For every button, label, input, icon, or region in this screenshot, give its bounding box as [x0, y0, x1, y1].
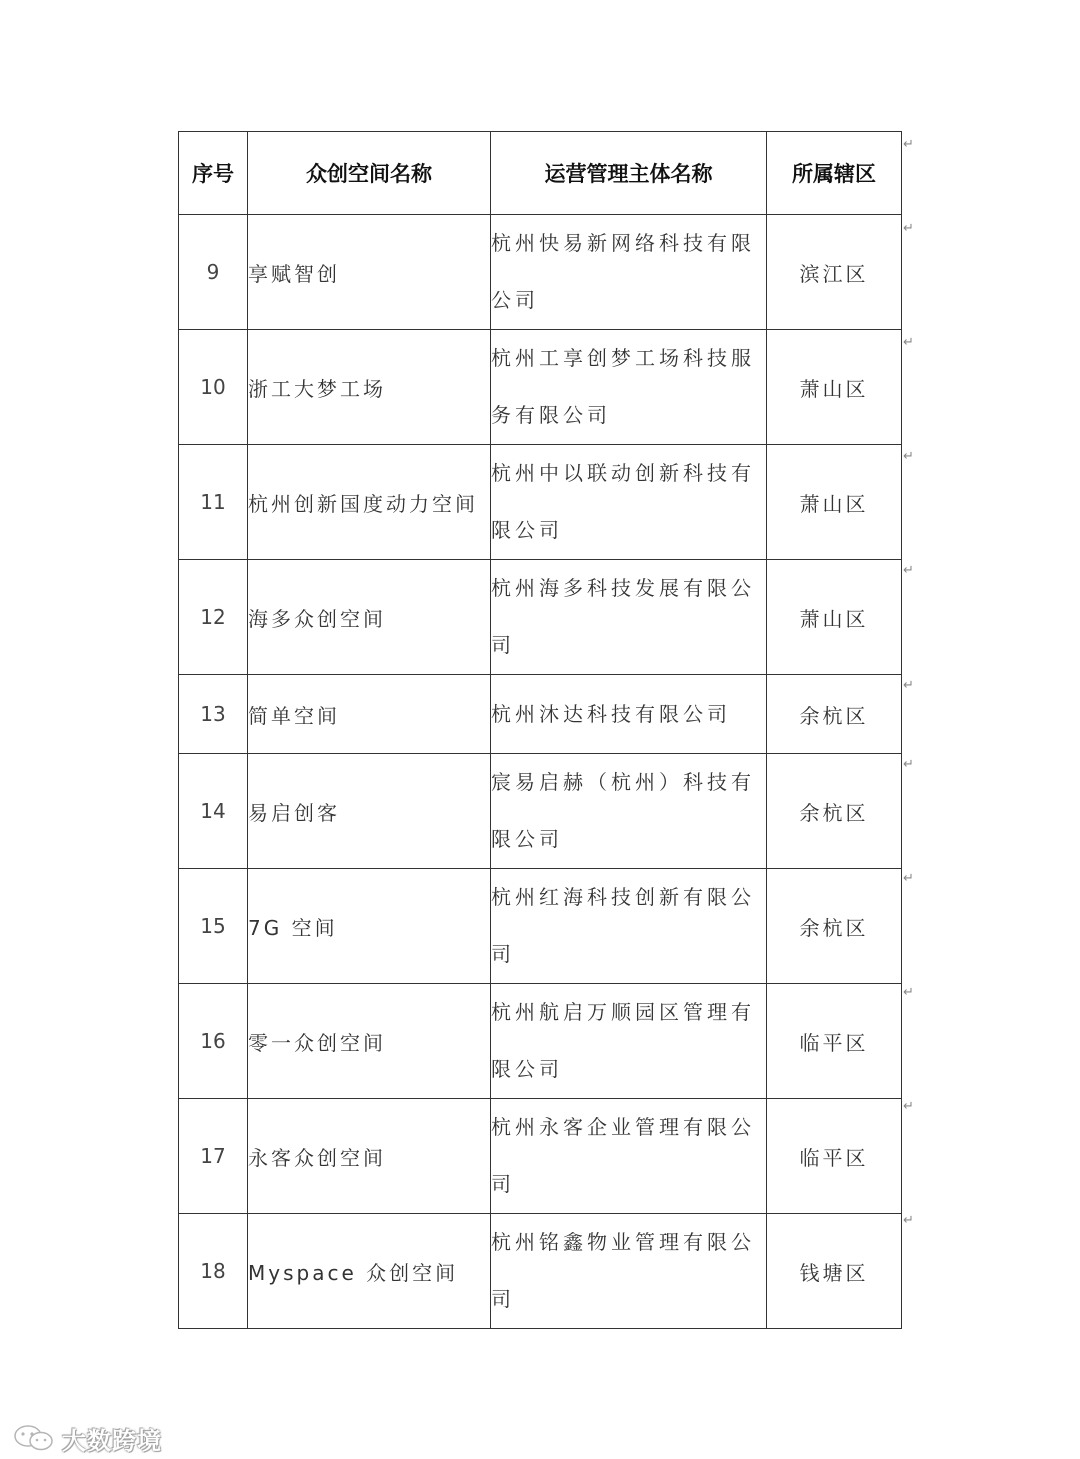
- operator-cell: [491, 869, 767, 984]
- table-row: [179, 754, 902, 869]
- serial-cell: 18: [179, 1214, 248, 1329]
- operator-text: 杭州铭鑫物业管理有限公司: [491, 1230, 755, 1311]
- operator-text: 杭州红海科技创新有限公司: [491, 885, 755, 966]
- district-cell: 余杭区: [767, 869, 902, 984]
- header-space-name: 众创空间名称: [248, 132, 491, 215]
- district-cell: 萧山区: [767, 445, 902, 560]
- district-cell: 萧山区: [767, 560, 902, 675]
- operator-cell: [491, 215, 767, 330]
- space-name-cell: 杭州创新国度动力空间: [248, 445, 491, 560]
- operator-text: 杭州中以联动创新科技有限公司: [491, 461, 755, 542]
- paragraph-mark-icon: ↵: [903, 1213, 914, 1228]
- operator-cell: [491, 675, 767, 754]
- operator-text: 杭州海多科技发展有限公司: [491, 576, 755, 657]
- operator-text: 宸易启赫（杭州）科技有限公司: [491, 770, 755, 851]
- table-row: [179, 869, 902, 984]
- district-cell: 临平区: [767, 1099, 902, 1214]
- operator-text: 杭州航启万顺园区管理有限公司: [491, 1000, 755, 1081]
- header-operator-name: 运营管理主体名称: [491, 132, 767, 215]
- serial-cell: 11: [179, 445, 248, 560]
- space-name-cell: 简单空间: [248, 675, 491, 754]
- space-name-cell: 易启创客: [248, 754, 491, 869]
- paragraph-mark-icon: ↵: [903, 757, 914, 772]
- watermark-text: 大数跨境: [62, 1426, 162, 1455]
- watermark: [12, 1420, 162, 1456]
- table-row: [179, 330, 902, 445]
- table-row: [179, 1099, 902, 1214]
- table-row: [179, 675, 902, 754]
- operator-cell: [491, 1214, 767, 1329]
- paragraph-mark-icon: ↵: [903, 137, 914, 152]
- paragraph-mark-icon: ↵: [903, 678, 914, 693]
- district-cell: 余杭区: [767, 754, 902, 869]
- operator-cell: [491, 984, 767, 1099]
- table-header-row: [179, 132, 902, 215]
- operator-text: 杭州沐达科技有限公司: [491, 702, 731, 726]
- operator-cell: [491, 560, 767, 675]
- operator-text: 杭州快易新网络科技有限公司: [491, 231, 755, 312]
- space-name-cell: 永客众创空间: [248, 1099, 491, 1214]
- space-name-cell: 浙工大梦工场: [248, 330, 491, 445]
- header-district: 所属辖区: [767, 132, 902, 215]
- operator-text: 杭州永客企业管理有限公司: [491, 1115, 755, 1196]
- serial-cell: 16: [179, 984, 248, 1099]
- table-row: [179, 445, 902, 560]
- serial-cell: 13: [179, 675, 248, 754]
- incubator-table: [178, 131, 902, 1329]
- table-row: [179, 560, 902, 675]
- district-cell: 临平区: [767, 984, 902, 1099]
- paragraph-mark-icon: ↵: [903, 221, 914, 236]
- serial-cell: 15: [179, 869, 248, 984]
- space-name-cell: Myspace 众创空间: [248, 1214, 491, 1329]
- serial-cell: 12: [179, 560, 248, 675]
- table-row: [179, 215, 902, 330]
- serial-cell: 9: [179, 215, 248, 330]
- paragraph-mark-icon: ↵: [903, 449, 914, 464]
- district-cell: 钱塘区: [767, 1214, 902, 1329]
- operator-cell: [491, 1099, 767, 1214]
- paragraph-mark-icon: ↵: [903, 335, 914, 350]
- table-row: [179, 1214, 902, 1329]
- operator-cell: [491, 754, 767, 869]
- paragraph-mark-icon: ↵: [903, 871, 914, 886]
- paragraph-mark-icon: ↵: [903, 563, 914, 578]
- space-name-cell: 零一众创空间: [248, 984, 491, 1099]
- paragraph-mark-icon: ↵: [903, 985, 914, 1000]
- paragraph-mark-icon: ↵: [903, 1099, 914, 1114]
- serial-cell: 10: [179, 330, 248, 445]
- operator-cell: [491, 330, 767, 445]
- space-name-cell: 享赋智创: [248, 215, 491, 330]
- district-cell: 滨江区: [767, 215, 902, 330]
- district-cell: 余杭区: [767, 675, 902, 754]
- operator-cell: [491, 445, 767, 560]
- header-serial: 序号: [179, 132, 248, 215]
- space-name-cell: 7G 空间: [248, 869, 491, 984]
- space-name-cell: 海多众创空间: [248, 560, 491, 675]
- wechat-logo-icon: [12, 1423, 56, 1453]
- district-cell: 萧山区: [767, 330, 902, 445]
- serial-cell: 17: [179, 1099, 248, 1214]
- serial-cell: 14: [179, 754, 248, 869]
- table-row: [179, 984, 902, 1099]
- operator-text: 杭州工享创梦工场科技服务有限公司: [491, 346, 755, 427]
